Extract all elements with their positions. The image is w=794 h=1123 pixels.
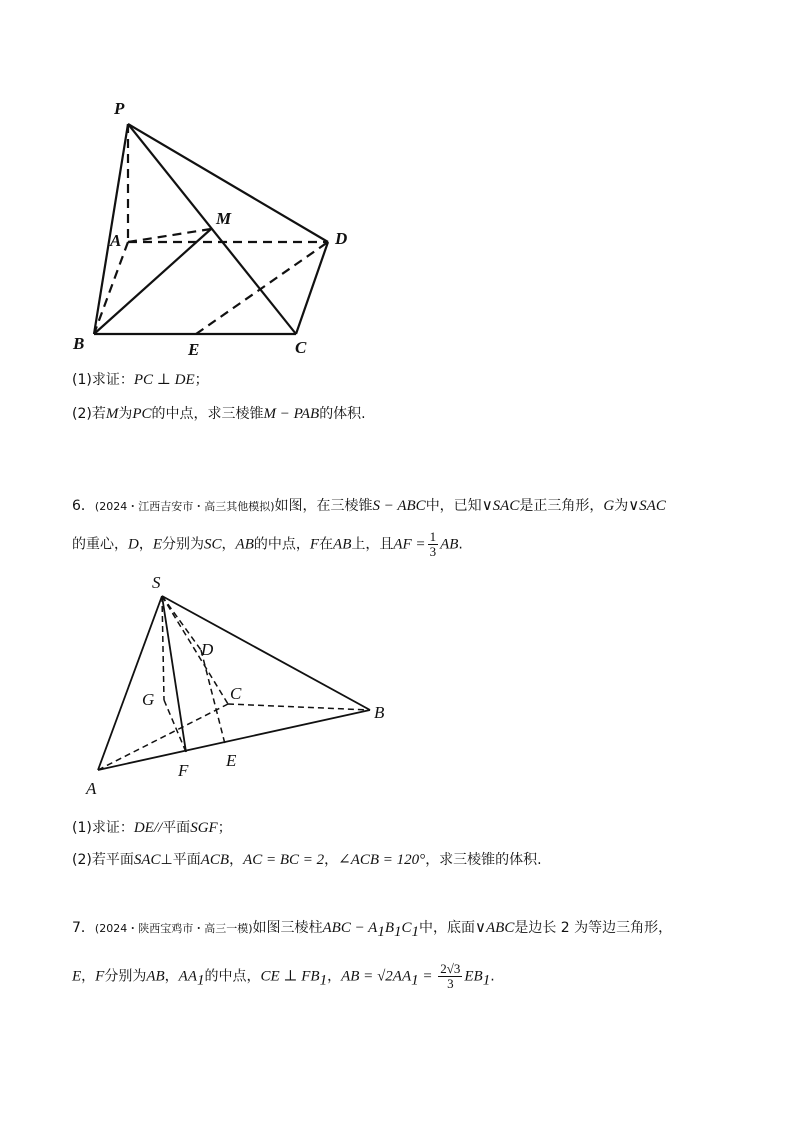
label-D: D xyxy=(335,229,348,248)
edge-CB xyxy=(228,704,370,710)
edge-AC xyxy=(98,704,228,770)
label-P: P xyxy=(114,99,125,118)
edge-ED xyxy=(196,242,328,334)
label-S: S xyxy=(152,573,161,592)
edge-SC xyxy=(162,596,228,704)
q6-line1: 6．(2024・江西吉安市・高三其他模拟)如图，在三棱锥S − ABC中，已知∨SAC是正三角形，G为∨SAC xyxy=(72,498,666,514)
label-A2: A xyxy=(86,779,97,798)
edge-SD xyxy=(162,596,201,650)
q7-line2: E，F分别为AB，$AA_1$的中点，CE ⊥ $FB_1$，AB = $√2AA_1$ = $\frac{2√3}{3}$ $EB_1$. xyxy=(72,961,495,991)
label-B: B xyxy=(73,334,85,353)
edge-PB xyxy=(94,124,128,334)
label-B2: B xyxy=(374,703,385,722)
label-E2: E xyxy=(226,751,237,770)
q5-part1: (1)求证：PC ⊥ DE； xyxy=(72,372,209,388)
fraction-two-root-three-over-three: $\frac{2√3}{3}$ xyxy=(440,961,461,991)
edge-SB xyxy=(162,596,370,710)
label-G: G xyxy=(142,690,155,709)
q7-line1: 7．(2024・陕西宝鸡市・高三一模)如图三棱柱ABC − $A_1B_1C_1$中，底面∨ABC是边长 2 为等边三角形， xyxy=(72,920,673,940)
pyramid-figure xyxy=(60,90,380,370)
label-C: C xyxy=(295,338,307,357)
edge-SF xyxy=(162,596,186,752)
edge-PC xyxy=(128,124,296,334)
edge-CD xyxy=(296,242,328,334)
label-A: A xyxy=(110,231,122,250)
q6-line2: 的重心，D，E分别为SC，AB的中点，F在AB上，且AF = $\frac{1}{3}$ AB. xyxy=(72,529,463,559)
edge-DE xyxy=(201,650,225,744)
q5-part2: (2)若M为PC的中点，求三棱锥M − PAB的体积. xyxy=(72,406,366,422)
label-M: M xyxy=(216,209,232,228)
edge-SA xyxy=(98,596,162,770)
fraction-one-third: $\frac{1}{3}$ xyxy=(429,529,437,559)
label-F: F xyxy=(178,761,189,780)
label-C2: C xyxy=(230,684,242,703)
label-E: E xyxy=(188,340,200,359)
q6-part1: (1)求证：DE//平面SGF； xyxy=(72,820,232,836)
q6-part2: (2)若平面SAC⊥平面ACB，AC = BC = 2，∠ACB = 120°，求三棱锥的体积. xyxy=(72,852,542,868)
label-D2: D xyxy=(201,640,214,659)
